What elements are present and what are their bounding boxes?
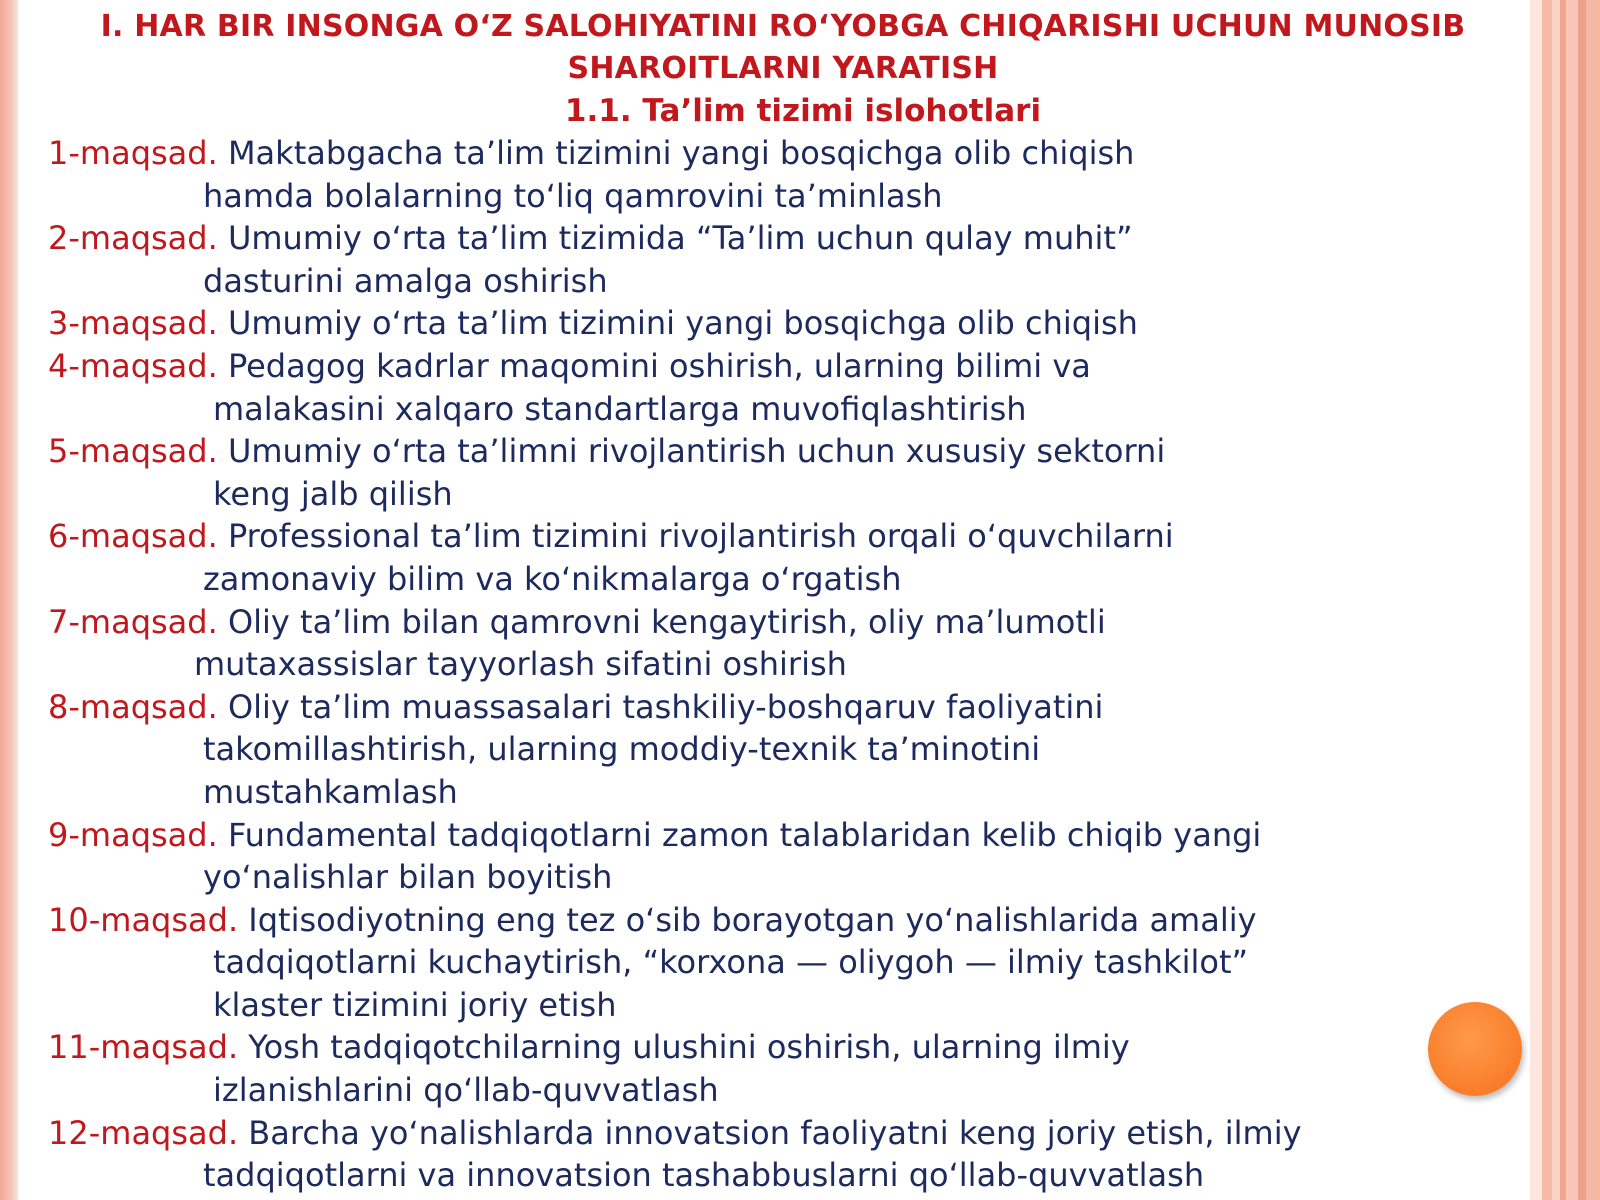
goal-text-line: malakasini xalqaro standartlarga muvofiqlashtirish bbox=[213, 389, 1027, 428]
orange-circle-decoration bbox=[1428, 1002, 1522, 1096]
goal-item-8 bbox=[48, 686, 1518, 814]
goal-label: 3-maqsad. bbox=[48, 304, 218, 343]
goal-item-11 bbox=[48, 1026, 1518, 1111]
goal-label: 6-maqsad. bbox=[48, 517, 218, 556]
goal-text-line: takomillashtirish, ularning moddiy-texnik ta’minotini bbox=[203, 730, 1041, 769]
goal-text-line: Iqtisodiyotning eng tez o‘sib borayotgan yo‘nalishlarida amaliy bbox=[248, 900, 1257, 939]
goal-text-line: Oliy ta’lim bilan qamrovni kengaytirish, oliy ma’lumotli bbox=[227, 602, 1106, 641]
goal-item-9 bbox=[48, 814, 1518, 899]
goal-text-line: Barcha yo‘nalishlarda innovatsion faoliyatni keng joriy etish, ilmiy bbox=[248, 1113, 1302, 1152]
goal-text-line: mustahkamlash bbox=[203, 772, 458, 811]
slide-title-line-1: I. HAR BIR INSONGA O‘Z SALOHIYATINI RO‘YOBGA CHIQARISHI UCHUN MUNOSIB bbox=[100, 9, 1466, 44]
goal-item-1 bbox=[48, 132, 1518, 217]
goals-list bbox=[48, 132, 1518, 1197]
goal-label: 7-maqsad. bbox=[48, 602, 218, 641]
goal-text-line: izlanishlarini qo‘llab-quvvatlash bbox=[213, 1071, 719, 1110]
goal-text-line: Professional ta’lim tizimini rivojlantirish orqali o‘quvchilarni bbox=[227, 517, 1174, 556]
goal-text-line: Umumiy o‘rta ta’lim tizimini yangi bosqichga olib chiqish bbox=[227, 304, 1138, 343]
goal-item-2 bbox=[48, 217, 1518, 302]
goal-text-line: yo‘nalishlar bilan boyitish bbox=[203, 858, 613, 897]
goal-label: 11-maqsad. bbox=[48, 1028, 239, 1067]
goal-text-line: Fundamental tadqiqotlarni zamon talablaridan kelib chiqib yangi bbox=[227, 815, 1262, 854]
goal-text-line: Oliy ta’lim muassasalari tashkiliy-boshqaruv faoliyatini bbox=[227, 687, 1104, 726]
goal-text-line: Pedagog kadrlar maqomini oshirish, ularning bilimi va bbox=[227, 346, 1091, 385]
goal-label: 10-maqsad. bbox=[48, 900, 239, 939]
goal-item-7 bbox=[48, 601, 1518, 686]
goal-text-line: hamda bolalarning to‘liq qamrovini ta’minlash bbox=[203, 176, 943, 215]
goal-label: 12-maqsad. bbox=[48, 1113, 239, 1152]
goal-text-line: keng jalb qilish bbox=[213, 474, 453, 513]
goal-item-5 bbox=[48, 430, 1518, 515]
goal-label: 9-maqsad. bbox=[48, 815, 218, 854]
section-title: 1.1. Ta’lim tizimi islohotlari bbox=[564, 93, 1042, 129]
goal-text-line: klaster tizimini joriy etish bbox=[213, 985, 617, 1024]
left-decorative-stripe bbox=[0, 0, 18, 1200]
goal-label: 1-maqsad. bbox=[48, 134, 218, 172]
right-decorative-band bbox=[1530, 0, 1600, 1200]
goal-label: 4-maqsad. bbox=[48, 346, 218, 385]
goal-text-line: tadqiqotlarni kuchaytirish, “korxona — oliygoh — ilmiy tashkilot” bbox=[213, 943, 1249, 982]
slide-content bbox=[48, 6, 1518, 1197]
goal-text-line: mutaxassislar tayyorlash sifatini oshirish bbox=[194, 645, 847, 684]
goal-label: 2-maqsad. bbox=[48, 219, 218, 258]
goal-text-line: tadqiqotlarni va innovatsion tashabbuslarni qo‘llab-quvvatlash bbox=[203, 1156, 1205, 1195]
goal-item-6 bbox=[48, 515, 1518, 600]
goal-text-line: Maktabgacha ta’lim tizimini yangi bosqichga olib chiqish bbox=[227, 134, 1135, 172]
goal-text-line: dasturini amalga oshirish bbox=[203, 261, 608, 300]
goal-item-10 bbox=[48, 899, 1518, 1027]
goal-text-line: zamonaviy bilim va ko‘nikmalarga o‘rgatish bbox=[203, 559, 902, 598]
goal-text-line: Umumiy o‘rta ta’lim tizimida “Ta’lim uchun qulay muhit” bbox=[227, 219, 1133, 258]
goal-label: 8-maqsad. bbox=[48, 687, 218, 726]
goal-text-line: Umumiy o‘rta ta’limni rivojlantirish uchun xususiy sektorni bbox=[227, 432, 1166, 471]
goal-text-line: Yosh tadqiqotchilarning ulushini oshirish, ularning ilmiy bbox=[248, 1028, 1130, 1067]
slide-title-line-2: SHAROITLARNI YARATISH bbox=[567, 51, 999, 86]
goal-item-12 bbox=[48, 1112, 1518, 1197]
goal-item-3 bbox=[48, 302, 1518, 345]
goal-item-4 bbox=[48, 345, 1518, 430]
goal-label: 5-maqsad. bbox=[48, 432, 218, 471]
